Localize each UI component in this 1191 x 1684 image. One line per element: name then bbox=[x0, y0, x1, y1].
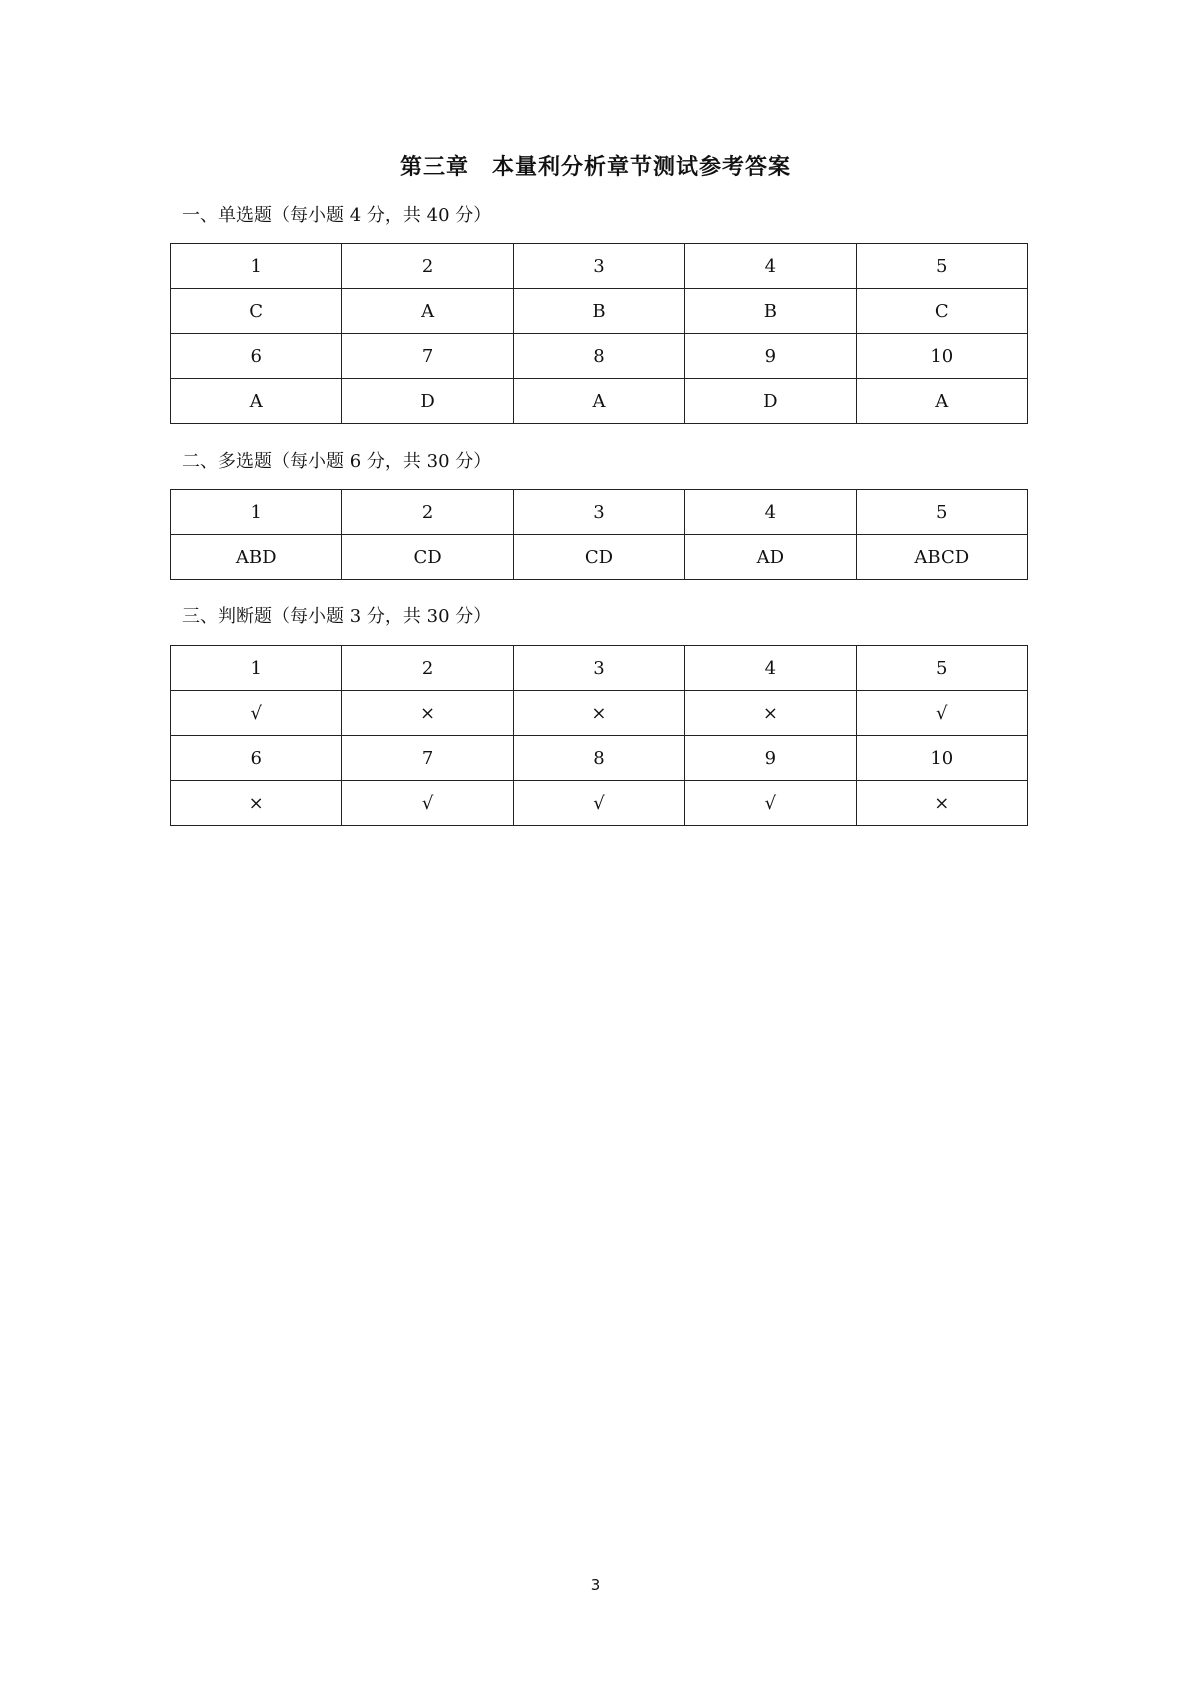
answer-cell: √ bbox=[856, 691, 1027, 736]
question-number-cell: 2 bbox=[342, 646, 513, 691]
answer-cell: √ bbox=[171, 691, 342, 736]
table-row bbox=[171, 244, 1028, 289]
question-number-cell: 5 bbox=[856, 244, 1027, 289]
answer-cell: √ bbox=[342, 781, 513, 826]
answer-cell: CD bbox=[342, 535, 513, 580]
question-number-cell: 10 bbox=[856, 334, 1027, 379]
question-number-cell: 10 bbox=[856, 736, 1027, 781]
answer-cell: ABD bbox=[171, 535, 342, 580]
answer-table-multiple-choice bbox=[170, 489, 1028, 580]
question-number-cell: 1 bbox=[171, 244, 342, 289]
answer-cell: A bbox=[513, 379, 684, 424]
answer-cell: A bbox=[171, 379, 342, 424]
answer-cell: D bbox=[685, 379, 856, 424]
question-number-cell: 1 bbox=[171, 490, 342, 535]
question-number-cell: 7 bbox=[342, 736, 513, 781]
question-number-cell: 2 bbox=[342, 244, 513, 289]
question-number-cell: 6 bbox=[171, 736, 342, 781]
answer-table-single-choice bbox=[170, 243, 1028, 424]
question-number-cell: 8 bbox=[513, 736, 684, 781]
question-number-cell: 3 bbox=[513, 244, 684, 289]
answer-cell: × bbox=[171, 781, 342, 826]
question-number-cell: 6 bbox=[171, 334, 342, 379]
answer-cell: × bbox=[342, 691, 513, 736]
question-number-cell: 4 bbox=[685, 490, 856, 535]
section-heading-single-choice: 一、单选题（每小题 4 分，共 40 分） bbox=[182, 205, 492, 226]
question-number-cell: 4 bbox=[685, 646, 856, 691]
answer-cell: × bbox=[856, 781, 1027, 826]
question-number-cell: 5 bbox=[856, 646, 1027, 691]
question-number-cell: 4 bbox=[685, 244, 856, 289]
answer-cell: √ bbox=[685, 781, 856, 826]
question-number-cell: 2 bbox=[342, 490, 513, 535]
question-number-cell: 5 bbox=[856, 490, 1027, 535]
question-number-cell: 7 bbox=[342, 334, 513, 379]
table-row bbox=[171, 646, 1028, 691]
question-number-cell: 9 bbox=[685, 334, 856, 379]
section-heading-multiple-choice: 二、多选题（每小题 6 分，共 30 分） bbox=[182, 451, 492, 472]
answer-cell: CD bbox=[513, 535, 684, 580]
answer-cell: ABCD bbox=[856, 535, 1027, 580]
table-row bbox=[171, 535, 1028, 580]
table-row bbox=[171, 691, 1028, 736]
answer-cell: AD bbox=[685, 535, 856, 580]
answer-cell: × bbox=[685, 691, 856, 736]
answer-cell: C bbox=[171, 289, 342, 334]
table-row bbox=[171, 781, 1028, 826]
table-row bbox=[171, 736, 1028, 781]
answer-cell: C bbox=[856, 289, 1027, 334]
answer-cell: A bbox=[856, 379, 1027, 424]
table-row bbox=[171, 289, 1028, 334]
answer-table-true-false bbox=[170, 645, 1028, 826]
page-title: 第三章 本量利分析章节测试参考答案 bbox=[399, 155, 791, 180]
answer-cell: D bbox=[342, 379, 513, 424]
table-row bbox=[171, 334, 1028, 379]
question-number-cell: 8 bbox=[513, 334, 684, 379]
question-number-cell: 9 bbox=[685, 736, 856, 781]
table-row bbox=[171, 490, 1028, 535]
answer-cell: B bbox=[513, 289, 684, 334]
answer-cell: B bbox=[685, 289, 856, 334]
question-number-cell: 1 bbox=[171, 646, 342, 691]
page-number: 3 bbox=[590, 1576, 601, 1594]
answer-cell: √ bbox=[513, 781, 684, 826]
answer-cell: A bbox=[342, 289, 513, 334]
answer-cell: × bbox=[513, 691, 684, 736]
question-number-cell: 3 bbox=[513, 646, 684, 691]
section-heading-true-false: 三、判断题（每小题 3 分，共 30 分） bbox=[182, 606, 492, 627]
question-number-cell: 3 bbox=[513, 490, 684, 535]
table-row bbox=[171, 379, 1028, 424]
